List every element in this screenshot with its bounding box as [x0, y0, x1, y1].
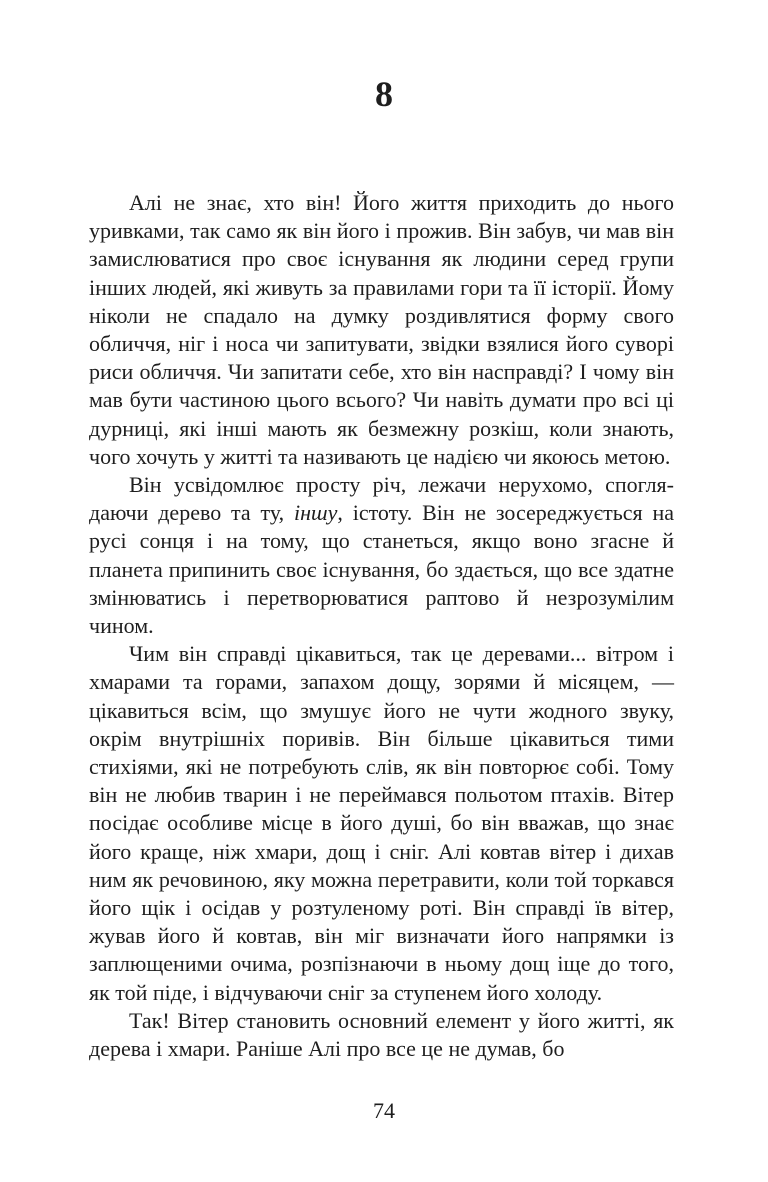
chapter-number: 8 — [375, 74, 393, 114]
paragraph-1: Алі не знає, хто він! Його життя приходить до нього уривками, так само як він його і прожив. Він забув, чи мав він замислюватися про своє існування як людини серед групи інших людей, які живуть за правилами гори та її історії. Йому ніколи не спадало на думку роздивлятися форму свого обличчя, ніг і носа чи запитувати, звідки взялися його суворі риси обличчя. Чи запитати себе, хто він насправді? І чому він мав бути частиною цього всього? Чи навіть думати про всі ці дурниці, які інші мають як безмежну розкіш, коли знають, чого хочуть у житті та називають це надією чи якоюсь метою. — [89, 190, 674, 469]
paragraph-4: Так! Вітер становить основний елемент у його житті, як дерева і хмари. Раніше Алі про все це не думав, бо — [89, 1007, 674, 1062]
page-number: 74 — [373, 1098, 395, 1123]
body-text — [89, 189, 674, 1063]
paragraph-2-emphasis: іншу — [293, 500, 338, 526]
paragraph-3: Чим він справді цікавиться, так це деревами... вітром і хмарами та горами, запахом дощу, зорями й місяцем, — цікавиться всім, що змушує його не чути жодного звуку, окрім внутрішніх поривів. Він більше цікавиться тими стихіями, які не потребують слів, як він повторює собі. Тому він не любив тварин і не переймався польотом птахів. Вітер посідає особливе місце в його душі, бо він вважав, що знає його краще, ніж хмари, дощ і сніг. Алі ковтав вітер і дихав ним як речовиною, яку можна перетравити, коли той торкався його щік і осідав у розтуленому роті. Він справді їв вітер, жував його й ковтав, він міг визначати його напрямки із заплющеними очима, розпізнаючи в ньому дощ іще до того, як той піде, і відчуваючи сніг за ступенем його холоду. — [89, 641, 674, 1005]
paragraph-2 — [89, 471, 674, 640]
paragraph-2-after: , істоту. Він не зосереджується на русі сонця і на тому, що станеться, якщо воно згасне й планета припинить своє існування, бо здається, що все здатне змінюватись і перетворюватися раптово й незрозумілим чином. — [89, 500, 675, 639]
paragraph-2-before: Він усвідомлює просту річ, лежачи нерухомо, споглядаючи дерево та ту, — [89, 472, 674, 526]
